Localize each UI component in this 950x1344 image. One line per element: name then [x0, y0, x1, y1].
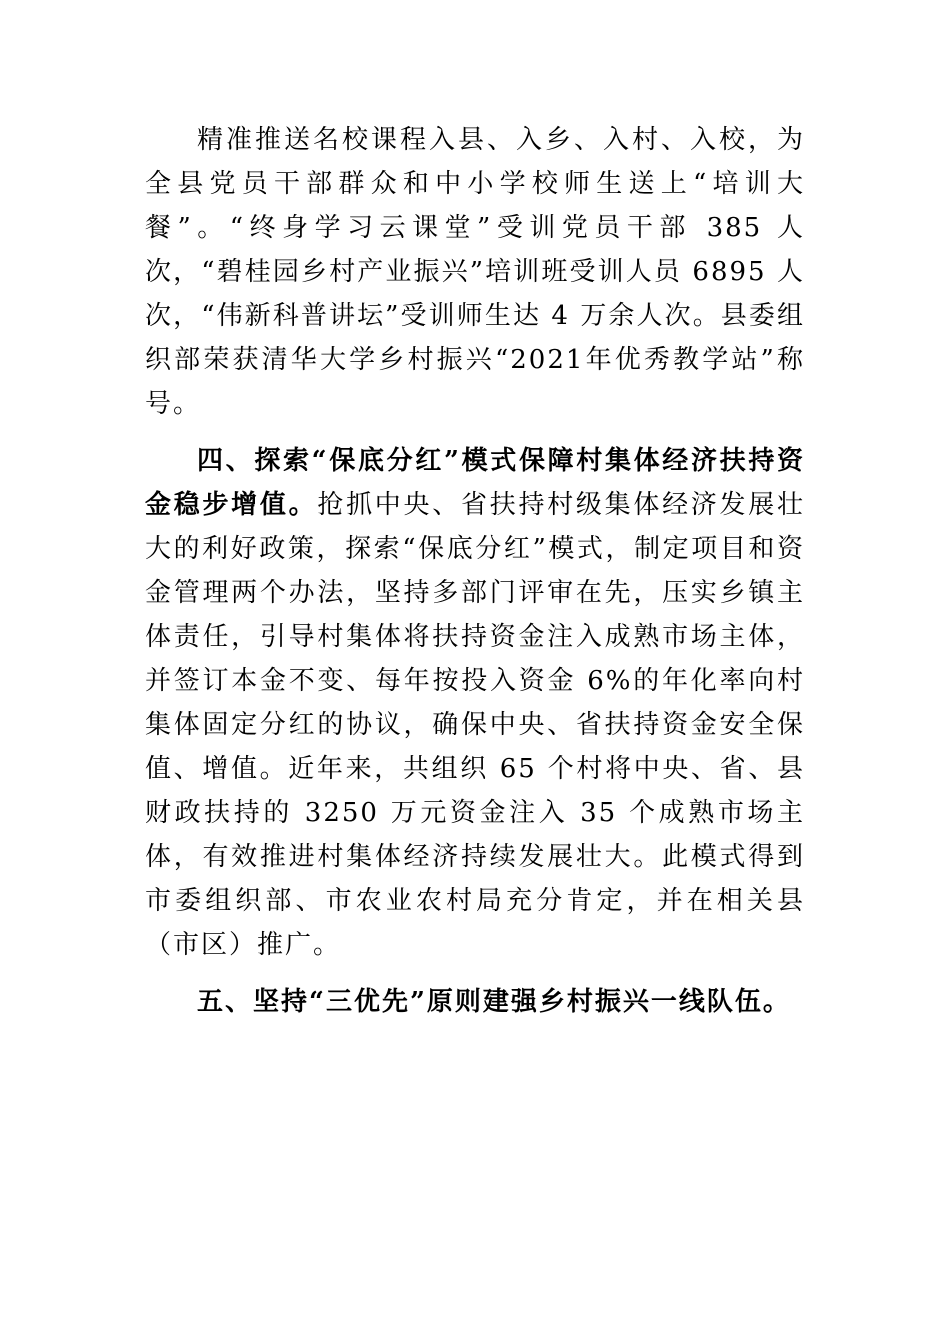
- section-five-heading: 五、坚持“三优先”原则建强乡村振兴一线队伍。: [197, 987, 791, 1017]
- paragraph-training: [145, 118, 805, 426]
- paragraph-section-five: [145, 980, 805, 1024]
- paragraph-training-text: 精准推送名校课程入县、入乡、入村、入校，为全县党员干部群众和中小学校师生送上“培训大餐”。“终身学习云课堂”受训党员干部 385 人次，“碧桂园乡村产业振兴”培训班受训人员 6895 人次，“伟新科普讲坛”受训师生达 4 万余人次。县委组织部荣获清华大学乡村振兴“2021年优秀教学站”称号。: [145, 125, 805, 419]
- document-body: [145, 118, 805, 1024]
- paragraph-section-four: [145, 439, 805, 967]
- section-four-heading: 四、探索“保底分红”模式保障村集体经济扶持资金稳步增值。: [145, 446, 805, 520]
- section-four-text: 抢抓中央、省扶持村级集体经济发展壮大的利好政策，探索“保底分红”模式，制定项目和资金管理两个办法，坚持多部门评审在先，压实乡镇主体责任，引导村集体将扶持资金注入成熟市场主体，并签订本金不变、每年按投入资金 6%的年化率向村集体固定分红的协议，确保中央、省扶持资金安全保值、增值。近年来，共组织 65 个村将中央、省、县财政扶持的 3250 万元资金注入 35 个成熟市场主体，有效推进村集体经济持续发展壮大。此模式得到市委组织部、市农业农村局充分肯定，并在相关县（市区）推广。: [145, 490, 805, 960]
